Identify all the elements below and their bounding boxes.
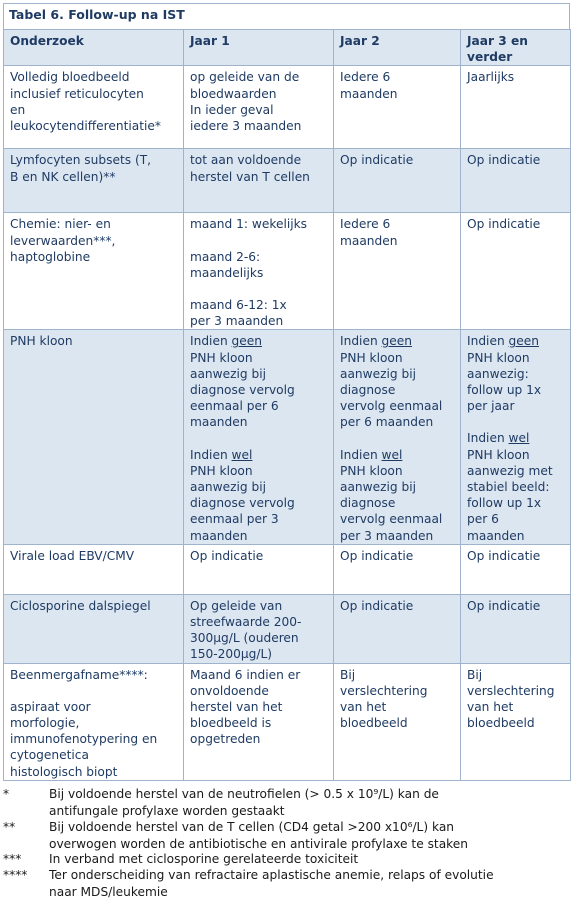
cell-jaar-1 bbox=[184, 663, 334, 780]
cell-jaar-2 bbox=[334, 66, 461, 149]
cell-line: van het bbox=[340, 700, 387, 715]
cell-jaar-1 bbox=[184, 330, 334, 544]
cell-line: Indien wel bbox=[340, 447, 403, 462]
cell-line: diagnose vervolg bbox=[190, 496, 295, 511]
cell-line: vervolg eenmaal bbox=[340, 512, 443, 527]
cell-line: PNH kloon bbox=[190, 463, 253, 478]
cell-jaar-3 bbox=[461, 663, 571, 780]
cell-line: op geleide van de bbox=[190, 70, 300, 85]
footnote-4 bbox=[3, 867, 563, 900]
cell-line: maand 2-6: bbox=[190, 249, 261, 264]
cell-line: Op indicatie bbox=[467, 153, 541, 168]
table-row-pnh-kloon bbox=[4, 330, 571, 544]
cell-line: diagnose bbox=[340, 383, 396, 398]
table-row-chemie bbox=[4, 213, 571, 330]
cell-line: Op indicatie bbox=[467, 217, 541, 232]
cell-line: immunofenotypering en bbox=[10, 732, 158, 747]
cell-onderzoek bbox=[4, 663, 184, 780]
cell-line: verslechtering bbox=[467, 683, 555, 698]
cell-line: eenmaal per 6 bbox=[190, 399, 279, 414]
cell-jaar-2 bbox=[334, 594, 461, 663]
cell-line: Ciclosporine dalspiegel bbox=[10, 598, 151, 613]
cell-line: Op indicatie bbox=[190, 548, 264, 563]
cell-onderzoek bbox=[4, 149, 184, 213]
cell-line: histologisch biopt bbox=[10, 764, 118, 779]
cell-line: streefwaarde 200- bbox=[190, 615, 302, 630]
cell-line: Volledig bloedbeeld bbox=[10, 70, 130, 85]
footnote-line: Bij voldoende herstel van de T cellen (CD4 getal >200 x10⁶/L) kan bbox=[49, 820, 455, 834]
cell-line: onvoldoende bbox=[190, 683, 269, 698]
table-row-bloedbeeld bbox=[4, 66, 571, 149]
cell-jaar-1 bbox=[184, 594, 334, 663]
cell-line: per 3 maanden bbox=[340, 528, 434, 543]
cell-line: Iedere 6 bbox=[340, 217, 391, 232]
cell-line: maanden bbox=[340, 233, 398, 248]
cell-jaar-2 bbox=[334, 330, 461, 544]
cell-jaar-1 bbox=[184, 149, 334, 213]
cell-line: verslechtering bbox=[340, 683, 428, 698]
cell-line: en bbox=[10, 102, 26, 117]
cell-line: eenmaal per 3 bbox=[190, 512, 279, 527]
cell-line: maand 1: wekelijks bbox=[190, 217, 308, 232]
footnote-mark: ** bbox=[3, 820, 16, 834]
cell-line: tot aan voldoende bbox=[190, 153, 302, 168]
table-header-row bbox=[4, 30, 571, 66]
cell-jaar-2 bbox=[334, 663, 461, 780]
table-row-virale-load bbox=[4, 544, 571, 594]
cell-line: Indien wel bbox=[190, 447, 253, 462]
cell-line: 300µg/L (ouderen bbox=[190, 631, 299, 646]
cell-line: PNH kloon bbox=[467, 447, 530, 462]
cell-line: haptoglobine bbox=[10, 249, 91, 264]
cell-line: B en NK cellen)** bbox=[10, 169, 116, 184]
cell-jaar-1 bbox=[184, 213, 334, 330]
cell-line: PNH kloon bbox=[190, 350, 253, 365]
footnote-mark: **** bbox=[3, 868, 28, 882]
cell-line: Chemie: nier- en bbox=[10, 217, 111, 232]
header-jaar-1: Jaar 1 bbox=[184, 30, 334, 66]
cell-line: per 6 maanden bbox=[340, 415, 434, 430]
footnote-line: Bij voldoende herstel van de neutrofielen (> 0.5 x 10⁹/L) kan de bbox=[49, 787, 439, 801]
cell-line: per jaar bbox=[467, 399, 515, 414]
cell-line: bloedbeeld bbox=[467, 716, 535, 731]
cell-line: follow up 1x bbox=[467, 496, 542, 511]
cell-line: herstel van het bbox=[190, 700, 283, 715]
cell-onderzoek bbox=[4, 66, 184, 149]
cell-line: leverwaarden***, bbox=[10, 233, 116, 248]
cell-line: Indien geen bbox=[190, 334, 263, 349]
cell-line: PNH kloon bbox=[340, 463, 403, 478]
table-row-lymfocyten bbox=[4, 149, 571, 213]
table-row-beenmergafname bbox=[4, 663, 571, 780]
cell-line: Op indicatie bbox=[340, 548, 414, 563]
cell-line: In ieder geval bbox=[190, 102, 274, 117]
cell-line: cytogenetica bbox=[10, 748, 89, 763]
cell-line: Jaarlijks bbox=[467, 70, 515, 85]
cell-line: Indien geen bbox=[340, 334, 413, 349]
cell-line: leukocytendifferentiatie* bbox=[10, 119, 161, 134]
header-onderzoek: Onderzoek bbox=[4, 30, 184, 66]
cell-line: Op indicatie bbox=[467, 598, 541, 613]
cell-line: aanwezig bij bbox=[190, 480, 267, 495]
footnote-3 bbox=[3, 851, 563, 868]
cell-line: opgetreden bbox=[190, 732, 261, 747]
cell-line: Op indicatie bbox=[340, 598, 414, 613]
cell-line: Bij bbox=[340, 667, 356, 682]
cell-line: aanwezig bij bbox=[190, 366, 267, 381]
cell-line: aanwezig bij bbox=[340, 366, 417, 381]
cell-line: aanwezig: bbox=[467, 366, 529, 381]
table-title: Tabel 6. Follow-up na IST bbox=[3, 3, 570, 29]
footnote-line: Ter onderscheiding van refractaire aplastische anemie, relaps of evolutie bbox=[49, 868, 494, 882]
cell-jaar-2 bbox=[334, 544, 461, 594]
cell-onderzoek bbox=[4, 594, 184, 663]
cell-line: bloedwaarden bbox=[190, 86, 277, 101]
cell-line: stabiel beeld: bbox=[467, 480, 550, 495]
footnote-line: overwogen worden de antibiotische en antivirale profylaxe te staken bbox=[49, 836, 469, 851]
cell-line: PNH kloon bbox=[10, 334, 73, 349]
cell-line: follow up 1x bbox=[467, 383, 542, 398]
cell-jaar-3 bbox=[461, 594, 571, 663]
cell-line: maanden bbox=[467, 528, 525, 543]
footnote-mark: *** bbox=[3, 852, 22, 866]
footnote-line: In verband met ciclosporine gerelateerde toxiciteit bbox=[49, 852, 359, 866]
cell-line: vervolg eenmaal bbox=[340, 399, 443, 414]
footnote-mark: * bbox=[3, 787, 10, 801]
cell-line: PNH kloon bbox=[340, 350, 403, 365]
cell-line: bloedbeeld is bbox=[190, 716, 272, 731]
cell-line: maanden bbox=[340, 86, 398, 101]
cell-onderzoek bbox=[4, 330, 184, 544]
cell-jaar-2 bbox=[334, 149, 461, 213]
cell-onderzoek bbox=[4, 213, 184, 330]
cell-line: Bij bbox=[467, 667, 483, 682]
follow-up-table bbox=[3, 29, 571, 781]
cell-line: PNH kloon bbox=[467, 350, 530, 365]
cell-line: Virale load EBV/CMV bbox=[10, 548, 135, 563]
cell-onderzoek bbox=[4, 544, 184, 594]
header-jaar-3: Jaar 3 en verder bbox=[461, 30, 571, 66]
cell-jaar-2 bbox=[334, 213, 461, 330]
footnote-line: antifungale profylaxe worden gestaakt bbox=[49, 803, 285, 818]
cell-line: Maand 6 indien er bbox=[190, 667, 301, 682]
follow-up-table-container bbox=[3, 3, 570, 781]
cell-line: aspiraat voor bbox=[10, 699, 91, 714]
cell-jaar-3 bbox=[461, 213, 571, 330]
cell-line: Iedere 6 bbox=[340, 70, 391, 85]
cell-jaar-3 bbox=[461, 149, 571, 213]
cell-jaar-3 bbox=[461, 544, 571, 594]
cell-line: diagnose bbox=[340, 496, 396, 511]
cell-line: Indien geen bbox=[467, 334, 540, 349]
cell-line: per 3 maanden bbox=[190, 314, 284, 329]
cell-jaar-1 bbox=[184, 544, 334, 594]
header-jaar-2: Jaar 2 bbox=[334, 30, 461, 66]
footnote-2 bbox=[3, 819, 563, 852]
cell-jaar-1 bbox=[184, 66, 334, 149]
cell-line: bloedbeeld bbox=[340, 716, 408, 731]
cell-line: Beenmergafname****: bbox=[10, 667, 148, 682]
cell-line: Op indicatie bbox=[340, 153, 414, 168]
cell-line: maanden bbox=[190, 528, 248, 543]
cell-line: maandelijks bbox=[190, 265, 264, 280]
cell-jaar-3 bbox=[461, 66, 571, 149]
footnote-line: naar MDS/leukemie bbox=[49, 884, 168, 899]
cell-line: herstel van T cellen bbox=[190, 169, 310, 184]
cell-line: Op indicatie bbox=[467, 548, 541, 563]
cell-line: maanden bbox=[190, 415, 248, 430]
cell-line: diagnose vervolg bbox=[190, 383, 295, 398]
cell-line: inclusief reticulocyten bbox=[10, 86, 144, 101]
footnote-1 bbox=[3, 786, 563, 819]
cell-line: 150-200µg/L) bbox=[190, 647, 273, 662]
cell-line: Lymfocyten subsets (T, bbox=[10, 153, 152, 168]
cell-jaar-3 bbox=[461, 330, 571, 544]
cell-line: morfologie, bbox=[10, 716, 80, 731]
cell-line: aanwezig bij bbox=[340, 480, 417, 495]
cell-line: Op geleide van bbox=[190, 598, 283, 613]
cell-line: Indien wel bbox=[467, 431, 530, 446]
cell-line: iedere 3 maanden bbox=[190, 119, 302, 134]
cell-line: per 6 bbox=[467, 512, 499, 527]
cell-line: aanwezig met bbox=[467, 463, 553, 478]
cell-line: van het bbox=[467, 700, 514, 715]
table-row-ciclosporine bbox=[4, 594, 571, 663]
cell-line: maand 6-12: 1x bbox=[190, 298, 287, 313]
